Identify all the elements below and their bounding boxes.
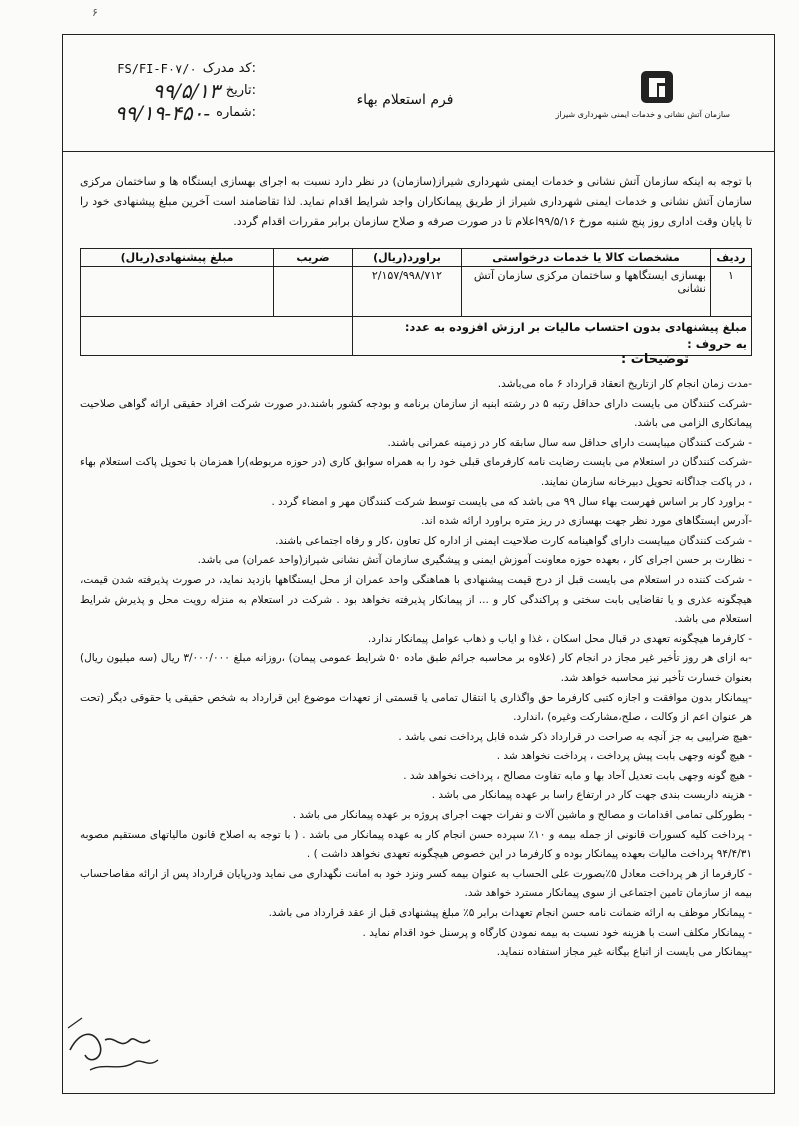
note-item: - هیچ گونه وجهی بابت پیش پرداخت ، پرداخت نخواهد شد . xyxy=(496,750,752,763)
document-meta xyxy=(86,58,256,124)
note-item: - پرداخت کلیه کسورات قانونی از جمله بیمه و ۱۰٪ سپرده حسن انجام کار به عهده پیمانکار می باشد . ( با توجه به اصلاح قانون مالیاتهای مستقیم مصوبه ۹۴/۴/۳۱ پرداخت مالیات بعهده پیمانکار بوده و کارفرما در این خصوص هیچگونه تعهدی نخواهد داشت ) . xyxy=(80,828,752,861)
note-item: -شرکت کنندگان در استعلام می بایست رضایت نامه کارفرمای قبلی خود را به همراه سوابق کاری (در حوزه مربوطه)را همزمان با تحویل پاکت استعلام بهاء ، در پاکت جداگانه تحویل دبیرخانه سازمان نمایند. xyxy=(80,456,752,488)
note-item: -پیمانکار بدون موافقت و اجازه کتبی کارفرما حق واگذاری یا انتقال تمامی یا قسمتی از تعهدات موضوع این قرارداد به شخص حقیقی یا حقوقی دیگر (تحت هر عنوان اعم از وکالت ، صلح،مشارکت وغیره) ،اندارد. xyxy=(80,691,752,724)
sum-label-cell xyxy=(353,317,752,356)
note-item: -هیچ ضرایبی به جز آنچه به صراحت در قرارداد ذکر شده قابل پرداخت نمی باشد . xyxy=(398,730,752,743)
note-item: - بطورکلی تمامی اقدامات و مصالح و ماشین آلات و نفرات جهت اجرای پروژه بر عهده پیمانکار می باشد . xyxy=(292,809,752,822)
note-item: - شرکت کنندگان میبایست دارای حداقل سه سال سابقه کار در زمینه عمرانی باشند. xyxy=(387,436,752,449)
note-item: -شرکت کنندگان می بایست دارای حداقل رتبه ۵ در رشته ابنیه از سازمان برنامه و بودجه کشور باشند.در صورت شرکت افراد حقیقی ارائه گواهی صلاحیت پیمانکاری الزامی می باشد. xyxy=(80,397,753,430)
table-row xyxy=(81,267,752,317)
doc-code-row xyxy=(86,58,256,80)
cell-coefficient xyxy=(274,267,353,317)
sum-value-cell xyxy=(81,317,353,356)
date-label: تاریخ: xyxy=(225,83,256,98)
note-item: - هزینه داربست بندی جهت کار در ارتفاع راسا بر عهده پیمانکار می باشد . xyxy=(431,789,752,802)
header-coefficient: ضریب xyxy=(274,249,353,267)
header-row-number: ردیف xyxy=(711,249,752,267)
sum-words-label: به حروف : xyxy=(687,337,747,351)
cell-spec: بهسازی ایستگاهها و ساختمان مرکزی سازمان آتش نشانی xyxy=(462,267,711,317)
organization-name: سازمان آتش نشانی و خدمات ایمنی شهرداری شیراز xyxy=(555,110,730,119)
table-header-row xyxy=(81,249,752,267)
organization-logo-icon xyxy=(640,70,674,104)
note-item: - هیچ گونه وجهی بابت تعدیل آحاد بها و مابه تفاوت مصالح ، پرداخت نخواهد شد . xyxy=(403,769,752,782)
number-label: شماره: xyxy=(216,105,256,120)
number-row xyxy=(86,102,256,124)
notes-list xyxy=(80,375,752,963)
signature-mark-icon xyxy=(60,1010,170,1080)
intro-paragraph: با توجه به اینکه سازمان آتش نشانی و خدمات ایمنی شهرداری شیراز(سازمان) در نظر دارد نسبت به اجرای بهسازی ایستگاه ها و ساختمان مرکزی سازمان آتش نشانی و خدمات ایمنی شهرداری شیراز از طریق پیمانکاران واجد شرایط اقدام نماید. لذا تقاضامند است آخرین مبلغ پیشنهادی خود را تا پایان وقت اداری روز پنج شنبه مورخ ۹۹/۵/۱۶اعلام تا در صورت صرفه و صلاح سازمان برابر مقررات اقدام گردد. xyxy=(80,175,752,228)
cell-row-number: ۱ xyxy=(711,267,752,317)
doc-code-value: FS/FI-F۰۷/۰ xyxy=(117,62,197,76)
note-item: - شرکت کننده در استعلام می بایست قبل از درج قیمت پیشنهادی با هماهنگی واحد عمران از محل ایستگاهها بازدید نماید، در صورت پذیرفته شدن قیمت، هیچگونه عذری و یا تقاضایی بابت سختی و پراکندگی کار و ... از پیمانکار پذیرفته نخواهد بود . شرکت در استعلام به منزله رویت محل و پذیرش شرایط استعلام می باشد. xyxy=(80,573,752,626)
note-item: - براورد کار بر اساس فهرست بهاء سال ۹۹ می باشد که می بایست توسط شرکت کنندگان مهر و امضاء گردد . xyxy=(271,495,752,508)
form-title: فرم استعلام بهاء xyxy=(356,92,454,108)
header-spec: مشخصات کالا یا خدمات درخواستی xyxy=(462,249,711,267)
cell-estimate: ۲/۱۵۷/۹۹۸/۷۱۲ xyxy=(353,267,462,317)
number-value: ۹۹/۱۹-۴۵۰- xyxy=(114,101,211,125)
sum-row xyxy=(81,317,752,356)
header-estimate: براورد(ریال) xyxy=(353,249,462,267)
note-item: -به ازای هر روز تأخیر غیر مجاز در انجام کار (علاوه بر محاسبه جرائم طبق ماده ۵۰ شرایط عمومی پیمان) ،روزانه مبلغ ۳/۰۰۰/۰۰۰ ریال (سه میلیون ریال) بعنوان خسارت تأخیر نیز محاسبه خواهد شد. xyxy=(80,652,753,684)
header-offer: مبلغ پیشنهادی(ریال) xyxy=(81,249,274,267)
date-value: ۹۹/۵/۱۳ xyxy=(152,79,220,103)
note-item: -پیمانکار می بایست از اتباع بیگانه غیر مجاز استفاده ننماید. xyxy=(496,946,752,959)
note-item: - کارفرما هیچگونه تعهدی در قبال محل اسکان ، غذا و ایاب و ذهاب عوامل پیمانکار ندارد. xyxy=(367,632,752,645)
note-item: - پیمانکار مکلف است با هزینه خود نسبت به بیمه نمودن کارگاه و پرسنل خود اقدام نماید . xyxy=(362,926,752,939)
note-item: - پیمانکار موظف به ارائه ضمانت نامه حسن انجام تعهدات برابر ۵٪ مبلغ پیشنهادی قبل از عقد قرارداد می باشد. xyxy=(268,907,752,920)
items-table xyxy=(80,248,752,356)
doc-code-label: کد مدرک: xyxy=(202,61,256,76)
cell-offer xyxy=(81,267,274,317)
notes-title: توضیحات : xyxy=(621,352,689,367)
note-item: -آدرس ایستگاهای مورد نظر جهت بهسازی در ریز متره براورد ارائه شده اند. xyxy=(420,515,752,528)
sum-numeric-label: مبلغ پیشنهادی بدون احتساب مالیات بر ارزش افزوده به عدد: xyxy=(404,320,747,334)
note-item: - کارفرما از هر پرداخت معادل ۵٪بصورت علی الحساب به عنوان بیمه کسر ونزد خود به امانت نگهداری می نماید ودرپایان قرارداد پس از ارائه مفاصاحساب بیمه از سازمان تامین اجتماعی از سوی پیمانکار مسترد خواهد شد. xyxy=(80,867,753,900)
date-row xyxy=(86,80,256,102)
note-item: -مدت زمان انجام کار ازتاریخ انعقاد قرارداد ۶ ماه می‌باشد. xyxy=(497,378,752,390)
note-item: - نظارت بر حسن اجرای کار ، بعهده حوزه معاونت آموزش ایمنی و پیشگیری سازمان آتش نشانی شیراز(واحد عمران) می باشد. xyxy=(197,554,752,567)
note-item: - شرکت کنندگان میبایست دارای گواهینامه کارت صلاحیت ایمنی از اداره کل تعاون ،کار و رفاه اجتماعی باشند. xyxy=(275,534,752,547)
page-mark: ۶ xyxy=(92,6,98,19)
